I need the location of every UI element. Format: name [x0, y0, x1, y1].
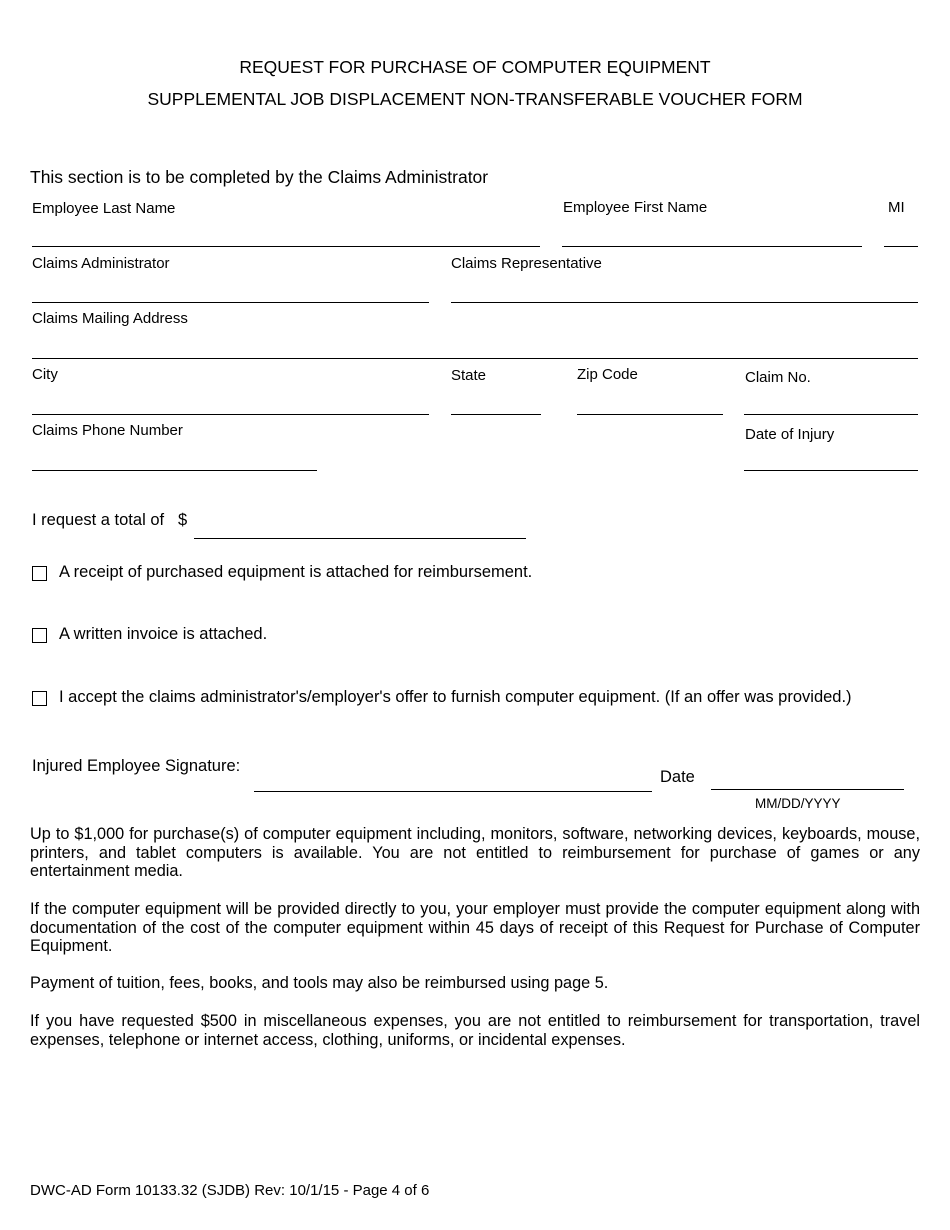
info-paragraph-equipment: Up to $1,000 for purchase(s) of computer equipment including, monitors, software, networking devices, keyboards, mouse, printers, and tablet computers is available. You are not entitled to reimbursement for purchase of games or any entertainment media. — [30, 825, 920, 880]
invoice-attached-label: A written invoice is attached. — [59, 625, 268, 643]
employee-last-name-field[interactable] — [32, 220, 540, 246]
claim-no-field[interactable] — [744, 388, 918, 414]
accept-offer-checkbox[interactable] — [32, 691, 47, 706]
claims-mailing-address-label: Claims Mailing Address — [32, 310, 188, 327]
employee-first-name-label: Employee First Name — [563, 199, 708, 216]
claims-administrator-label: Claims Administrator — [32, 255, 170, 272]
claims-mailing-address-underline — [32, 358, 918, 359]
mi-underline — [884, 246, 918, 247]
date-of-injury-field[interactable] — [744, 444, 918, 470]
mi-field[interactable] — [884, 220, 918, 246]
form-title-line-1: REQUEST FOR PURCHASE OF COMPUTER EQUIPMENT — [239, 57, 711, 77]
info-paragraph-misc-expenses: If you have requested $500 in miscellaneous expenses, you are not entitled to reimbursement for transportation, travel expenses, telephone or internet access, clothing, uniforms, or incidental expenses. — [30, 1012, 920, 1049]
state-underline — [451, 414, 541, 415]
signature-date-field[interactable] — [711, 763, 904, 789]
date-of-injury-label: Date of Injury — [745, 426, 835, 443]
claims-mailing-address-field[interactable] — [32, 332, 918, 358]
currency-symbol: $ — [178, 511, 188, 529]
zip-code-label: Zip Code — [577, 366, 638, 383]
claims-administrator-field[interactable] — [32, 276, 429, 302]
info-paragraph-tuition: Payment of tuition, fees, books, and tools may also be reimbursed using page 5. — [30, 974, 609, 992]
date-format-hint: MM/DD/YYYY — [755, 796, 841, 811]
zip-code-field[interactable] — [577, 388, 723, 414]
date-of-injury-underline — [744, 470, 918, 471]
zip-code-underline — [577, 414, 723, 415]
claim-no-label: Claim No. — [745, 369, 811, 386]
signature-field[interactable] — [254, 765, 652, 791]
mi-label: MI — [888, 199, 905, 216]
signature-date-underline — [711, 789, 904, 790]
city-label: City — [32, 366, 58, 383]
claim-no-underline — [744, 414, 918, 415]
claims-phone-number-field[interactable] — [32, 444, 317, 470]
signature-underline — [254, 791, 652, 792]
claims-phone-number-label: Claims Phone Number — [32, 422, 183, 439]
signature-label: Injured Employee Signature: — [32, 757, 241, 775]
claims-representative-underline — [451, 302, 918, 303]
employee-last-name-underline — [32, 246, 540, 247]
claims-representative-label: Claims Representative — [451, 255, 602, 272]
city-field[interactable] — [32, 388, 429, 414]
form-footer: DWC-AD Form 10133.32 (SJDB) Rev: 10/1/15 - Page 4 of 6 — [30, 1182, 430, 1199]
claims-administrator-underline — [32, 302, 429, 303]
request-total-label: I request a total of — [32, 511, 165, 529]
receipt-attached-label: A receipt of purchased equipment is attached for reimbursement. — [59, 563, 533, 581]
employee-first-name-underline — [562, 246, 862, 247]
receipt-attached-checkbox[interactable] — [32, 566, 47, 581]
request-total-underline — [194, 538, 526, 539]
invoice-attached-checkbox[interactable] — [32, 628, 47, 643]
employee-first-name-field[interactable] — [562, 220, 862, 246]
accept-offer-label: I accept the claims administrator's/employer's offer to furnish computer equipment. (If an offer was provided.) — [59, 688, 852, 706]
employee-last-name-label: Employee Last Name — [32, 200, 176, 217]
city-underline — [32, 414, 429, 415]
state-label: State — [451, 367, 487, 384]
form-title-line-2: SUPPLEMENTAL JOB DISPLACEMENT NON-TRANSFERABLE VOUCHER FORM — [147, 89, 803, 109]
claims-phone-number-underline — [32, 470, 317, 471]
signature-date-label: Date — [660, 768, 695, 786]
info-paragraph-employer-provided: If the computer equipment will be provided directly to you, your employer must provide the computer equipment along with documentation of the cost of the computer equipment within 45 days of receipt of this Request for Purchase of Computer Equipment. — [30, 900, 920, 955]
claims-representative-field[interactable] — [451, 276, 918, 302]
request-total-field[interactable] — [194, 512, 526, 538]
section-intro: This section is to be completed by the Claims Administrator — [30, 167, 489, 187]
state-field[interactable] — [451, 388, 541, 414]
